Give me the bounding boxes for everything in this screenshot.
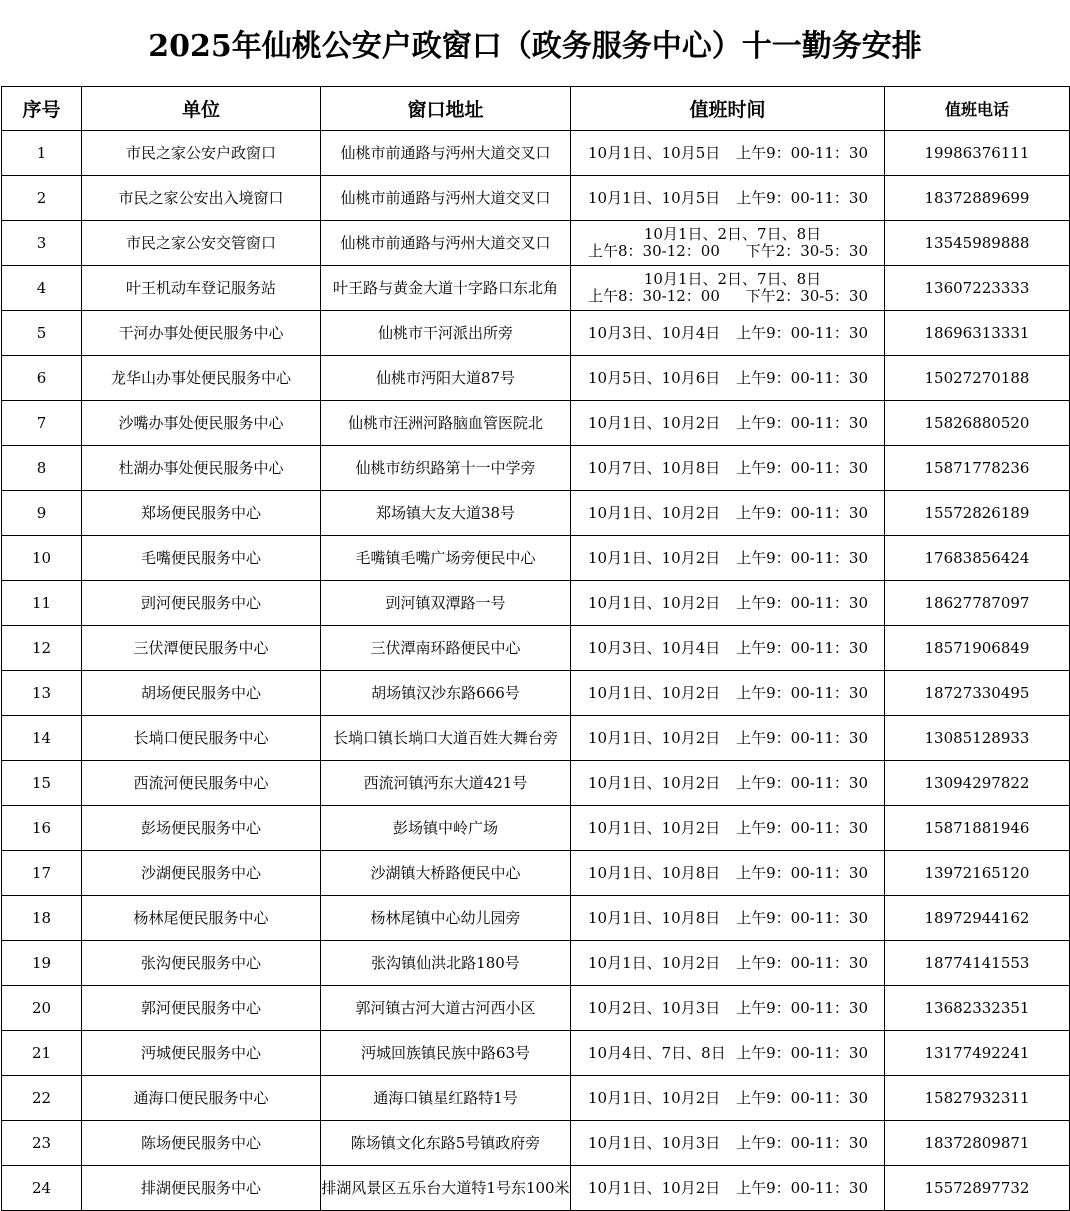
table-row — [2, 1076, 1070, 1121]
cell-index: 3 — [2, 221, 82, 266]
cell-time — [571, 1166, 885, 1211]
time-dates: 10月1日、10月2日 — [588, 503, 721, 522]
cell-address: 叶王路与黄金大道十字路口东北角 — [321, 266, 571, 311]
time-dates: 10月1日、10月2日 — [588, 593, 721, 612]
cell-unit: 沙嘴办事处便民服务中心 — [82, 401, 321, 446]
cell-unit: 龙华山办事处便民服务中心 — [82, 356, 321, 401]
cell-address: 剅河镇双潭路一号 — [321, 581, 571, 626]
cell-time — [571, 851, 885, 896]
cell-time — [571, 986, 885, 1031]
cell-unit: 陈场便民服务中心 — [82, 1121, 321, 1166]
table-row — [2, 221, 1070, 266]
cell-index: 4 — [2, 266, 82, 311]
cell-time — [571, 1121, 885, 1166]
cell-index: 22 — [2, 1076, 82, 1121]
cell-unit: 郑场便民服务中心 — [82, 491, 321, 536]
cell-address: 沔城回族镇民族中路63号 — [321, 1031, 571, 1076]
time-hours: 上午9：00-11：30 — [736, 323, 868, 342]
cell-address: 毛嘴镇毛嘴广场旁便民中心 — [321, 536, 571, 581]
table-row — [2, 851, 1070, 896]
cell-phone: 13682332351 — [885, 986, 1070, 1031]
cell-time — [571, 1076, 885, 1121]
cell-index: 23 — [2, 1121, 82, 1166]
time-dates: 10月1日、10月2日 — [588, 548, 721, 567]
cell-time — [571, 1031, 885, 1076]
cell-unit: 郭河便民服务中心 — [82, 986, 321, 1031]
cell-address: 通海口镇星红路特1号 — [321, 1076, 571, 1121]
time-dates: 10月3日、10月4日 — [588, 323, 721, 342]
cell-address: 三伏潭南环路便民中心 — [321, 626, 571, 671]
header-row — [2, 87, 1070, 131]
time-dates: 10月5日、10月6日 — [588, 368, 721, 387]
cell-time — [571, 446, 885, 491]
cell-time — [571, 491, 885, 536]
cell-phone: 13094297822 — [885, 761, 1070, 806]
cell-unit: 彭场便民服务中心 — [82, 806, 321, 851]
cell-time — [571, 896, 885, 941]
cell-phone: 13545989888 — [885, 221, 1070, 266]
cell-address: 郭河镇古河大道古河西小区 — [321, 986, 571, 1031]
cell-phone: 13177492241 — [885, 1031, 1070, 1076]
time-dates: 10月1日、10月2日 — [588, 683, 721, 702]
time-hours: 上午9：00-11：30 — [736, 998, 868, 1017]
table-row — [2, 986, 1070, 1031]
cell-phone: 18571906849 — [885, 626, 1070, 671]
cell-phone: 18727330495 — [885, 671, 1070, 716]
cell-time — [571, 356, 885, 401]
time-hours: 上午9：00-11：30 — [736, 503, 868, 522]
table-row — [2, 1121, 1070, 1166]
cell-index: 8 — [2, 446, 82, 491]
cell-index: 11 — [2, 581, 82, 626]
cell-index: 5 — [2, 311, 82, 356]
cell-address: 仙桃市前通路与沔州大道交叉口 — [321, 221, 571, 266]
cell-address: 仙桃市纺织路第十一中学旁 — [321, 446, 571, 491]
cell-phone: 15572897732 — [885, 1166, 1070, 1211]
time-hours: 上午9：00-11：30 — [736, 1043, 868, 1062]
time-hours: 上午9：00-11：30 — [736, 773, 868, 792]
time-dates: 10月1日、2日、7日、8日 — [643, 225, 822, 243]
time-dates: 10月1日、2日、7日、8日 — [643, 270, 822, 288]
cell-unit: 杜湖办事处便民服务中心 — [82, 446, 321, 491]
cell-phone: 13607223333 — [885, 266, 1070, 311]
table-row — [2, 266, 1070, 311]
cell-phone: 18372809871 — [885, 1121, 1070, 1166]
time-hours: 上午9：00-11：30 — [736, 638, 868, 657]
cell-time — [571, 266, 885, 311]
table-row — [2, 356, 1070, 401]
time-dates: 10月1日、10月8日 — [588, 908, 721, 927]
time-hours: 上午9：00-11：30 — [736, 593, 868, 612]
table-row — [2, 446, 1070, 491]
cell-phone: 15027270188 — [885, 356, 1070, 401]
table-row — [2, 1166, 1070, 1211]
time-hours: 上午9：00-11：30 — [736, 683, 868, 702]
time-dates: 10月1日、10月2日 — [588, 413, 721, 432]
time-morning: 上午8：30-12：00 — [588, 242, 720, 260]
cell-index: 2 — [2, 176, 82, 221]
cell-unit: 叶王机动车登记服务站 — [82, 266, 321, 311]
cell-phone: 19986376111 — [885, 131, 1070, 176]
cell-index: 7 — [2, 401, 82, 446]
cell-unit: 长埫口便民服务中心 — [82, 716, 321, 761]
time-dates: 10月1日、10月2日 — [588, 818, 721, 837]
time-dates: 10月1日、10月2日 — [588, 1178, 721, 1197]
time-hours: 上午9：00-11：30 — [736, 863, 868, 882]
time-hours: 上午9：00-11：30 — [736, 143, 868, 162]
cell-time — [571, 311, 885, 356]
cell-phone: 15572826189 — [885, 491, 1070, 536]
cell-unit: 干河办事处便民服务中心 — [82, 311, 321, 356]
table-row — [2, 536, 1070, 581]
cell-phone: 15871778236 — [885, 446, 1070, 491]
cell-unit: 剅河便民服务中心 — [82, 581, 321, 626]
cell-index: 21 — [2, 1031, 82, 1076]
cell-address: 杨林尾镇中心幼儿园旁 — [321, 896, 571, 941]
header-phone: 值班电话 — [885, 87, 1070, 131]
time-morning: 上午8：30-12：00 — [588, 287, 720, 305]
schedule-table — [1, 86, 1070, 1211]
table-row — [2, 581, 1070, 626]
cell-address: 彭场镇中岭广场 — [321, 806, 571, 851]
time-dates: 10月3日、10月4日 — [588, 638, 721, 657]
table-row — [2, 716, 1070, 761]
cell-address: 沙湖镇大桥路便民中心 — [321, 851, 571, 896]
time-dates: 10月1日、10月2日 — [588, 953, 721, 972]
time-hours: 上午9：00-11：30 — [736, 1088, 868, 1107]
cell-phone: 13972165120 — [885, 851, 1070, 896]
cell-address: 仙桃市汪洲河路脑血管医院北 — [321, 401, 571, 446]
cell-index: 17 — [2, 851, 82, 896]
table-row — [2, 311, 1070, 356]
time-dates: 10月1日、10月2日 — [588, 773, 721, 792]
cell-unit: 市民之家公安交管窗口 — [82, 221, 321, 266]
time-hours: 上午9：00-11：30 — [736, 548, 868, 567]
time-hours: 上午9：00-11：30 — [736, 188, 868, 207]
time-dates: 10月1日、10月2日 — [588, 1088, 721, 1107]
cell-address: 仙桃市干河派出所旁 — [321, 311, 571, 356]
cell-unit: 张沟便民服务中心 — [82, 941, 321, 986]
cell-index: 9 — [2, 491, 82, 536]
time-dates: 10月1日、10月8日 — [588, 863, 721, 882]
cell-index: 12 — [2, 626, 82, 671]
cell-unit: 沔城便民服务中心 — [82, 1031, 321, 1076]
cell-address: 郑场镇大友大道38号 — [321, 491, 571, 536]
cell-unit: 西流河便民服务中心 — [82, 761, 321, 806]
cell-time — [571, 401, 885, 446]
cell-address: 长埫口镇长埫口大道百姓大舞台旁 — [321, 716, 571, 761]
cell-address: 张沟镇仙洪北路180号 — [321, 941, 571, 986]
cell-time — [571, 671, 885, 716]
header-unit: 单位 — [82, 87, 321, 131]
cell-phone: 15826880520 — [885, 401, 1070, 446]
time-dates: 10月1日、10月3日 — [588, 1133, 721, 1152]
cell-index: 10 — [2, 536, 82, 581]
cell-unit: 胡场便民服务中心 — [82, 671, 321, 716]
time-afternoon: 下午2：30-5：30 — [745, 287, 868, 305]
cell-address: 仙桃市沔阳大道87号 — [321, 356, 571, 401]
table-row — [2, 626, 1070, 671]
header-index: 序号 — [2, 87, 82, 131]
table-row — [2, 896, 1070, 941]
cell-time — [571, 806, 885, 851]
table-row — [2, 1031, 1070, 1076]
table-row — [2, 491, 1070, 536]
time-afternoon: 下午2：30-5：30 — [745, 242, 868, 260]
table-row — [2, 176, 1070, 221]
cell-time — [571, 221, 885, 266]
cell-phone: 18972944162 — [885, 896, 1070, 941]
cell-phone: 13085128933 — [885, 716, 1070, 761]
page-title: 2025年仙桃公安户政窗口（政务服务中心）十一勤务安排 — [148, 29, 922, 64]
cell-index: 14 — [2, 716, 82, 761]
cell-address: 陈场镇文化东路5号镇政府旁 — [321, 1121, 571, 1166]
time-dates: 10月1日、10月2日 — [588, 728, 721, 747]
cell-time — [571, 581, 885, 626]
cell-index: 6 — [2, 356, 82, 401]
cell-phone: 17683856424 — [885, 536, 1070, 581]
cell-index: 24 — [2, 1166, 82, 1211]
cell-address: 胡场镇汉沙东路666号 — [321, 671, 571, 716]
table-body — [2, 131, 1070, 1211]
table-row — [2, 671, 1070, 716]
cell-unit: 杨林尾便民服务中心 — [82, 896, 321, 941]
header-address: 窗口地址 — [321, 87, 571, 131]
cell-index: 20 — [2, 986, 82, 1031]
time-hours: 上午9：00-11：30 — [736, 1133, 868, 1152]
cell-address: 仙桃市前通路与沔州大道交叉口 — [321, 176, 571, 221]
cell-phone: 18696313331 — [885, 311, 1070, 356]
cell-phone: 18627787097 — [885, 581, 1070, 626]
table-row — [2, 401, 1070, 446]
cell-phone: 15827932311 — [885, 1076, 1070, 1121]
table-row — [2, 941, 1070, 986]
cell-time — [571, 131, 885, 176]
cell-time — [571, 176, 885, 221]
time-hours: 上午9：00-11：30 — [736, 818, 868, 837]
cell-time — [571, 941, 885, 986]
cell-index: 1 — [2, 131, 82, 176]
cell-unit: 市民之家公安户政窗口 — [82, 131, 321, 176]
cell-unit: 通海口便民服务中心 — [82, 1076, 321, 1121]
time-hours: 上午9：00-11：30 — [736, 413, 868, 432]
cell-time — [571, 761, 885, 806]
table-row — [2, 761, 1070, 806]
time-dates: 10月1日、10月5日 — [588, 143, 721, 162]
cell-address: 排湖风景区五乐台大道特1号东100米 — [321, 1166, 571, 1211]
cell-time — [571, 716, 885, 761]
header-time: 值班时间 — [571, 87, 885, 131]
cell-phone: 15871881946 — [885, 806, 1070, 851]
cell-unit: 市民之家公安出入境窗口 — [82, 176, 321, 221]
time-hours: 上午9：00-11：30 — [736, 953, 868, 972]
cell-unit: 沙湖便民服务中心 — [82, 851, 321, 896]
cell-index: 13 — [2, 671, 82, 716]
time-hours: 上午9：00-11：30 — [736, 368, 868, 387]
time-hours: 上午9：00-11：30 — [736, 728, 868, 747]
table-row — [2, 131, 1070, 176]
cell-time — [571, 536, 885, 581]
cell-index: 16 — [2, 806, 82, 851]
time-hours: 上午9：00-11：30 — [736, 908, 868, 927]
cell-phone: 18372889699 — [885, 176, 1070, 221]
cell-index: 18 — [2, 896, 82, 941]
cell-unit: 三伏潭便民服务中心 — [82, 626, 321, 671]
cell-index: 19 — [2, 941, 82, 986]
cell-address: 仙桃市前通路与沔州大道交叉口 — [321, 131, 571, 176]
time-dates: 10月1日、10月5日 — [588, 188, 721, 207]
cell-address: 西流河镇沔东大道421号 — [321, 761, 571, 806]
time-dates: 10月4日、7日、8日 — [588, 1043, 726, 1062]
time-hours: 上午9：00-11：30 — [736, 458, 868, 477]
cell-phone: 18774141553 — [885, 941, 1070, 986]
time-dates: 10月2日、10月3日 — [588, 998, 721, 1017]
cell-unit: 毛嘴便民服务中心 — [82, 536, 321, 581]
cell-unit: 排湖便民服务中心 — [82, 1166, 321, 1211]
cell-index: 15 — [2, 761, 82, 806]
cell-time — [571, 626, 885, 671]
time-dates: 10月7日、10月8日 — [588, 458, 721, 477]
time-hours: 上午9：00-11：30 — [736, 1178, 868, 1197]
table-row — [2, 806, 1070, 851]
